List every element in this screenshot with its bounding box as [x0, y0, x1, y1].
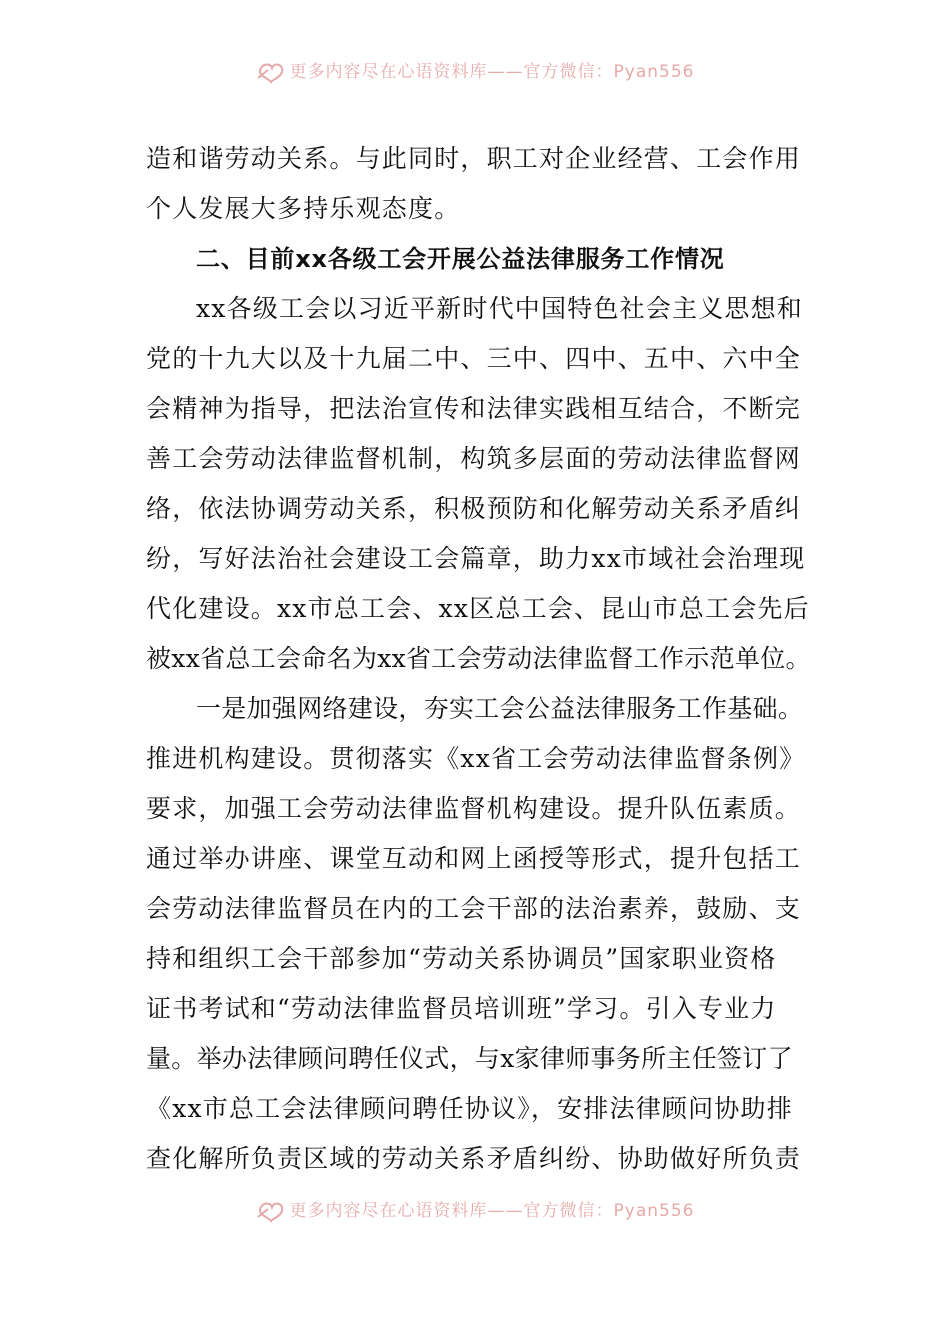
heading-line: 二、目前xx各级工会开展公益法律服务工作情况	[196, 245, 725, 273]
paragraph	[146, 284, 810, 684]
text-line: 纷，写好法治社会建设工会篇章，助力xx市域社会治理现	[146, 544, 806, 573]
watermark-text: 更多内容尽在心语资料库——官方微信：Pyan556	[289, 1200, 695, 1221]
text-line: 代化建设。xx市总工会、xx区总工会、昆山市总工会先后	[146, 594, 810, 623]
text-line: 个人发展大多持乐观态度。	[146, 194, 461, 223]
text-line: 持和组织工会干部参加“劳动关系协调员”国家职业资格	[146, 944, 777, 973]
text-line: 要求，加强工会劳动法律监督机构建设。提升队伍素质。	[146, 794, 802, 823]
text-line: 善工会劳动法律监督机制，构筑多层面的劳动法律监督网	[146, 444, 802, 473]
logo-icon	[256, 1197, 286, 1223]
text-line: 党的十九大以及十九届二中、三中、四中、五中、六中全	[146, 344, 802, 373]
text-line: 被xx省总工会命名为xx省工会劳动法律监督工作示范单位。	[146, 644, 811, 673]
watermark-header	[0, 56, 950, 86]
text-line: 一是加强网络建设，夯实工会公益法律服务工作基础。	[196, 694, 804, 723]
text-line: xx各级工会以习近平新时代中国特色社会主义思想和	[196, 294, 804, 323]
text-line: 证书考试和“劳动法律监督员培训班”学习。引入专业力	[146, 994, 777, 1023]
text-line: 会劳动法律监督员在内的工会干部的法治素养，鼓励、支	[146, 894, 802, 923]
text-line: 量。举办法律顾问聘任仪式，与x家律师事务所主任签订了	[146, 1044, 793, 1073]
text-line: 《xx市总工会法律顾问聘任协议》，安排法律顾问协助排	[146, 1094, 793, 1123]
text-line: 络，依法协调劳动关系，积极预防和化解劳动关系矛盾纠	[146, 494, 802, 523]
watermark-footer	[0, 1195, 950, 1225]
text-line: 会精神为指导，把法治宣传和法律实践相互结合，不断完	[146, 394, 802, 423]
paragraph	[146, 684, 810, 1184]
logo-icon	[256, 58, 286, 84]
watermark-text: 更多内容尽在心语资料库——官方微信：Pyan556	[289, 61, 695, 82]
text-line: 推进机构建设。贯彻落实《xx省工会劳动法律监督条例》	[146, 744, 806, 773]
section-heading	[146, 234, 810, 284]
text-line: 通过举办讲座、课堂互动和网上函授等形式，提升包括工	[146, 844, 802, 873]
document-body	[146, 134, 810, 1184]
paragraph-continuation	[146, 134, 810, 234]
text-line: 查化解所负责区域的劳动关系矛盾纠纷、协助做好所负责	[146, 1144, 802, 1173]
text-line: 造和谐劳动关系。与此同时，职工对企业经营、工会作用	[146, 144, 802, 173]
